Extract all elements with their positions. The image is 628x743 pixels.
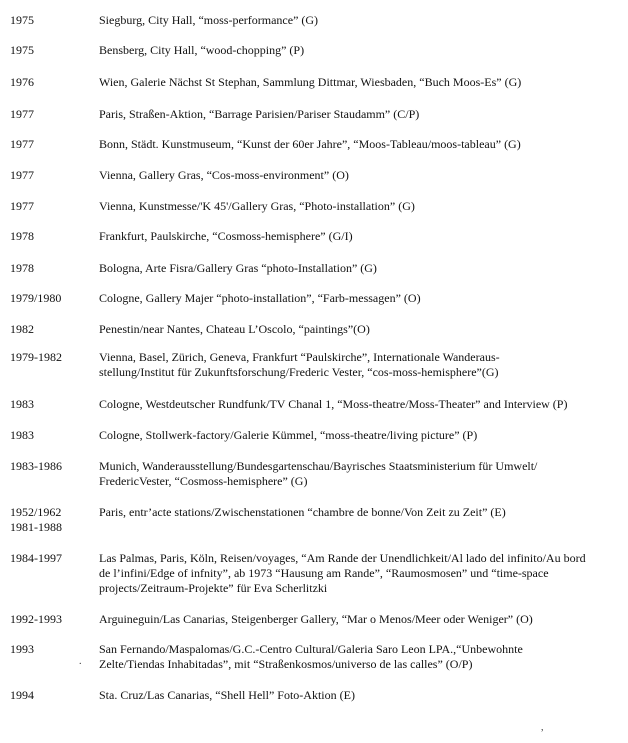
entry-year [10, 459, 98, 474]
entry-year [10, 75, 98, 90]
entry-description-line: San Fernando/Maspalomas/G.C.-Centro Cultural/Galeria Saro Leon LPA.,“Unbewohnte [99, 642, 523, 656]
entry-year-line: 1979-1982 [10, 350, 62, 364]
entry-description-line: Sta. Cruz/Las Canarias, “Shell Hell” Foto-Aktion (E) [99, 688, 355, 702]
entry-description-line: Cologne, Gallery Majer “photo-installation”, “Farb-messagen” (O) [99, 291, 421, 305]
entry-description-line: Wien, Galerie Nächst St Stephan, Sammlung Dittmar, Wiesbaden, “Buch Moos-Es” (G) [99, 75, 522, 89]
entry-year [10, 199, 98, 214]
entry-year-line: 1976 [10, 75, 34, 89]
entry-description-line: Bensberg, City Hall, “wood-chopping” (P) [99, 43, 305, 57]
entry-description [99, 459, 624, 489]
entry-description [99, 397, 624, 412]
entry-year-line: 1977 [10, 168, 34, 182]
entry-year-line: 1984-1997 [10, 551, 62, 565]
entry-year-line: 1983 [10, 428, 34, 442]
entry-description-line: Bonn, Städt. Kunstmuseum, “Kunst der 60er Jahre”, “Moos-Tableau/moos-tableau” (G) [99, 137, 521, 151]
entry-year-line: 1982 [10, 322, 34, 336]
entry-description-line: de l’infini/Edge of infnity”, ab 1973 “Hausung am Rande”, “Raumosmosen” und “time-space [99, 566, 549, 580]
entry-description-line: Frankfurt, Paulskirche, “Cosmoss-hemisphere” (G/I) [99, 229, 353, 243]
entry-description [99, 291, 624, 306]
entry-year-line: 1977 [10, 107, 34, 121]
entry-year-line: 1983 [10, 397, 34, 411]
entry-year [10, 505, 98, 535]
entry-description-line: Cologne, Westdeutscher Rundfunk/TV Chanal 1, “Moss-theatre/Moss-Theater” and Interview (P) [99, 397, 568, 411]
entry-description-line: Cologne, Stollwerk-factory/Galerie Kümmel, “moss-theatre/living picture” (P) [99, 428, 478, 442]
entry-year [10, 551, 98, 566]
entry-description [99, 505, 624, 520]
entry-description-line: projects/Zeitraum-Projekte” für Eva Scherlitzki [99, 581, 328, 595]
entry-description-line: Vienna, Kunstmesse/'K 45'/Gallery Gras, “Photo-installation” (G) [99, 199, 415, 213]
entry-year [10, 291, 98, 306]
entry-year [10, 43, 98, 58]
entry-description-line: Paris, entr’acte stations/Zwischenstationen “chambre de bonne/Von Zeit zu Zeit” (E) [99, 505, 506, 519]
entry-year [10, 397, 98, 412]
entry-year-line: 1994 [10, 688, 34, 702]
entry-year [10, 137, 98, 152]
entry-year-line: 1977 [10, 137, 34, 151]
entry-year-line: 1981-1988 [10, 520, 62, 534]
entry-year-line: 1978 [10, 261, 34, 275]
entry-description [99, 261, 624, 276]
entry-description [99, 322, 624, 337]
entry-description-line: stellung/Institut für Zukunftsforschung/Frederic Vester, “cos-moss-hemisphere”(G) [99, 365, 499, 379]
stray-comma-mark: , [541, 722, 544, 733]
entry-description [99, 75, 624, 90]
entry-year [10, 642, 98, 657]
entry-description [99, 428, 624, 443]
entry-description-line: Las Palmas, Paris, Köln, Reisen/voyages, “Am Rande der Unendlichkeit/Al lado del infinito/Au bord [99, 551, 586, 565]
stray-dot-mark: . [79, 656, 82, 667]
entry-description [99, 168, 624, 183]
entry-year [10, 229, 98, 244]
entry-year-line: 1975 [10, 43, 34, 57]
entry-description-line: Zelte/Tiendas Inhabitadas”, mit “Straßenkosmos/universo de las calles” (O/P) [99, 657, 473, 671]
entry-description [99, 551, 624, 596]
entry-year [10, 688, 98, 703]
entry-year [10, 107, 98, 122]
entry-description-line: Penestin/near Nantes, Chateau L’Oscolo, “paintings”(O) [99, 322, 370, 336]
entry-year-line: 1977 [10, 199, 34, 213]
entry-description [99, 137, 624, 152]
entry-description-line: Vienna, Basel, Zürich, Geneva, Frankfurt “Paulskirche”, Internationale Wanderaus- [99, 350, 500, 364]
entry-description-line: Siegburg, City Hall, “moss-performance” (G) [99, 13, 319, 27]
entry-year [10, 612, 98, 627]
entry-description-line: Paris, Straßen-Aktion, “Barrage Parisien/Pariser Staudamm” (C/P) [99, 107, 420, 121]
entry-year [10, 322, 98, 337]
entry-description [99, 688, 624, 703]
entry-description [99, 13, 624, 28]
entry-year-line: 1983-1986 [10, 459, 62, 473]
entry-year [10, 13, 98, 28]
entry-description [99, 350, 624, 380]
entry-description [99, 229, 624, 244]
entry-year-line: 1993 [10, 642, 34, 656]
entry-description [99, 199, 624, 214]
entry-description-line: Bologna, Arte Fisra/Gallery Gras “photo-Installation” (G) [99, 261, 377, 275]
entry-year-line: 1992-1993 [10, 612, 62, 626]
entry-description [99, 43, 624, 58]
entry-year [10, 350, 98, 365]
entry-description-line: Munich, Wanderausstellung/Bundesgartenschau/Bayrisches Staatsministerium für Umwelt/ [99, 459, 538, 473]
entry-year-line: 1979/1980 [10, 291, 62, 305]
entry-year [10, 168, 98, 183]
entry-description [99, 612, 624, 627]
entry-year-line: 1978 [10, 229, 34, 243]
entry-description-line: Arguineguin/Las Canarias, Steigenberger Gallery, “Mar o Menos/Meer oder Weniger” (O) [99, 612, 533, 626]
entry-year-line: 1975 [10, 13, 34, 27]
entry-description [99, 107, 624, 122]
entry-year [10, 261, 98, 276]
entry-year [10, 428, 98, 443]
entry-description [99, 642, 624, 672]
entry-description-line: Vienna, Gallery Gras, “Cos-moss-environment” (O) [99, 168, 349, 182]
entry-year-line: 1952/1962 [10, 505, 62, 519]
entry-description-line: FredericVester, “Cosmoss-hemisphere” (G) [99, 474, 308, 488]
